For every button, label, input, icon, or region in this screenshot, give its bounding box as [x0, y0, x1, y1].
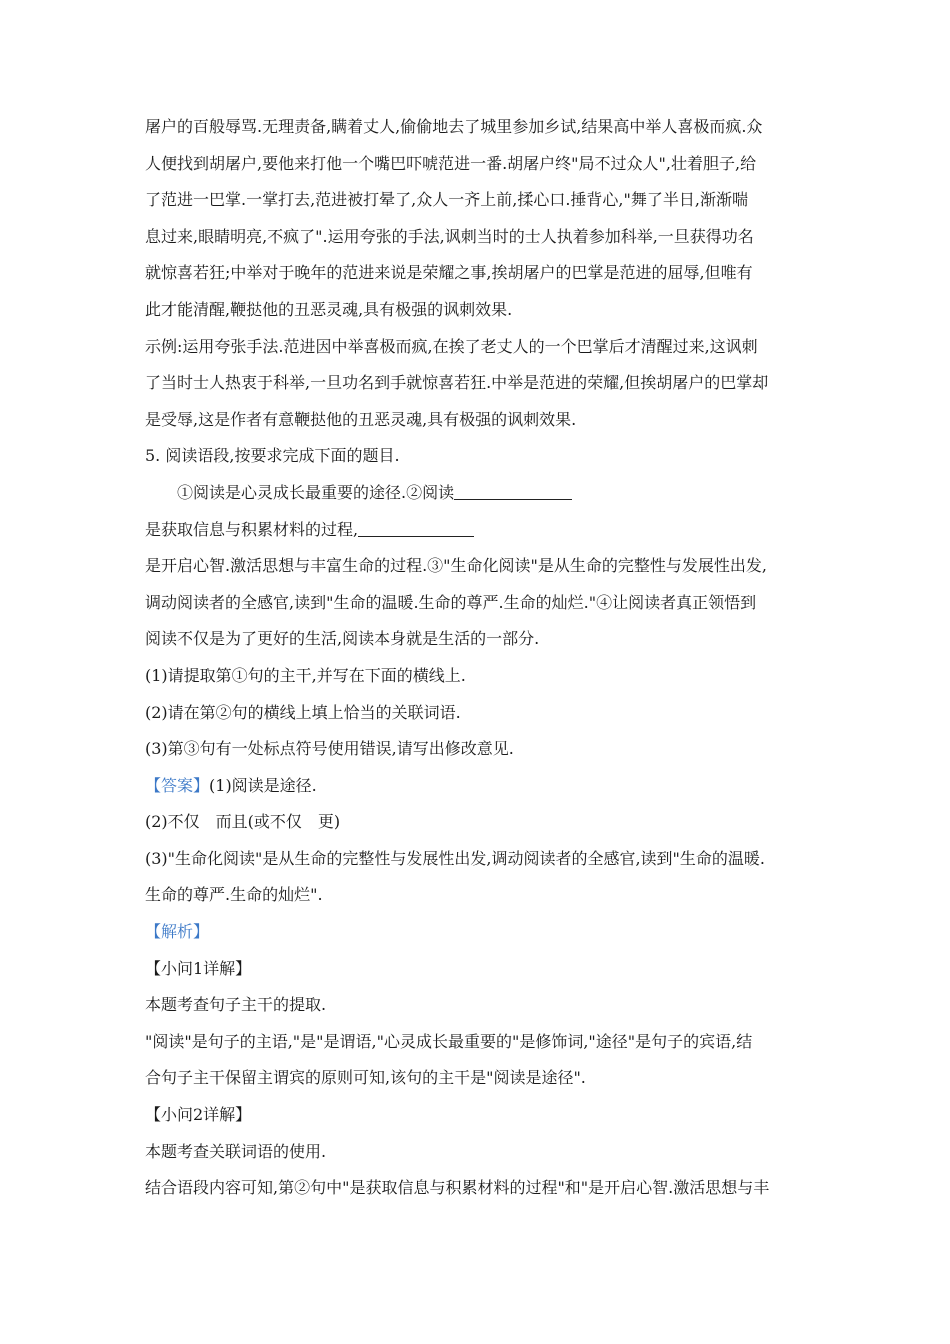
analysis-line: 合句子主干保留主谓宾的原则可知,该句的主干是"阅读是途径". [145, 1068, 586, 1088]
answer-text: (2)不仅 [145, 812, 200, 832]
fill-blank-1[interactable] [454, 479, 572, 500]
answer-line [145, 804, 813, 841]
example-answer [145, 329, 813, 439]
reading-paragraph-line: 阅读不仅是为了更好的生活,阅读本身就是生活的一部分. [145, 629, 540, 649]
reading-paragraph-line [145, 512, 813, 549]
answer-section [145, 768, 813, 914]
answer-text: (1)阅读是途径. [209, 775, 317, 795]
analysis-line: 本题考查句子主干的提取. [145, 995, 327, 1015]
paragraph-text: 是获取信息与积累材料的过程, [145, 519, 359, 539]
analysis-line: 结合语段内容可知,第②句中"是获取信息与积累材料的过程"和"是开启心智.激活思想与丰 [145, 1178, 770, 1198]
passage-line: 此才能清醒,鞭挞他的丑恶灵魂,具有极强的讽刺效果. [145, 299, 513, 319]
analysis-tag: 【解析】 [145, 922, 210, 942]
answer-line: (3)"生命化阅读"是从生命的完整性与发展性出发,调动阅读者的全感官,读到"生命的温暖. [145, 848, 766, 868]
reading-paragraph-line: 是开启心智.激活思想与丰富生命的过程.③"生命化阅读"是从生命的完整性与发展性出发, [145, 556, 767, 576]
sub-question: (3)第③句有一处标点符号使用错误,请写出修改意见. [145, 739, 514, 759]
example-line: 了当时士人热衷于科举,一旦功名到手就惊喜若狂.中举是范进的荣耀,但挨胡屠户的巴掌却 [145, 373, 769, 393]
sub-question: (2)请在第②句的横线上填上恰当的关联词语. [145, 702, 461, 722]
passage-line: 就惊喜若狂;中举对于晚年的范进来说是荣耀之事,挨胡屠户的巴掌是范进的屈辱,但唯有 [145, 263, 753, 283]
reading-paragraph-line [145, 475, 813, 512]
answer-tag: 【答案】 [145, 775, 210, 795]
sub-question: (1)请提取第①句的主干,并写在下面的横线上. [145, 665, 466, 685]
passage-line: 人便找到胡屠户,要他来打他一个嘴巴吓唬范进一番.胡屠户终"局不过众人",壮着胆子,给 [145, 153, 757, 173]
document-body [145, 109, 813, 1207]
analysis-line: 本题考查关联词语的使用. [145, 1141, 327, 1161]
example-line: 示例:运用夸张手法.范进因中举喜极而疯,在挨了老丈人的一个巴掌后才清醒过来,这讽刺 [145, 336, 758, 356]
passage-line: 了范进一巴掌.一掌打去,范进被打晕了,众人一齐上前,揉心口.捶背心,"舞了半日,渐渐喘 [145, 190, 748, 210]
example-line: 是受辱,这是作者有意鞭挞他的丑恶灵魂,具有极强的讽刺效果. [145, 409, 577, 429]
answer-line: 生命的尊严.生命的灿烂". [145, 885, 323, 905]
question-5 [145, 438, 813, 767]
paragraph-text: ①阅读是心灵成长最重要的途径.②阅读 [177, 482, 455, 502]
passage-line: 息过来,眼睛明亮,不疯了".运用夸张的手法,讽刺当时的士人执着参加科举,一旦获得功名 [145, 226, 754, 246]
answer-line [145, 768, 813, 805]
sub-question-header: 【小问1详解】 [145, 958, 252, 978]
fill-blank-2[interactable] [358, 516, 474, 537]
answer-text: 更) [317, 812, 341, 832]
analysis-line: "阅读"是句子的主语,"是"是谓语,"心灵成长最重要的"是修饰词,"途径"是句子的宾语,结 [145, 1031, 753, 1051]
analysis-section [145, 914, 813, 1207]
reading-paragraph-line: 调动阅读者的全感官,读到"生命的温暖.生命的尊严.生命的灿烂."④让阅读者真正领悟到 [145, 592, 757, 612]
passage-line: 屠户的百般辱骂.无理责备,瞒着丈人,偷偷地去了城里参加乡试,结果高中举人喜极而疯.众 [145, 117, 763, 136]
question-title: 5. 阅读语段,按要求完成下面的题目. [145, 446, 400, 466]
sub-question-header: 【小问2详解】 [145, 1105, 252, 1125]
passage-analysis [145, 109, 813, 329]
answer-text: 而且(或不仅 [215, 812, 302, 832]
